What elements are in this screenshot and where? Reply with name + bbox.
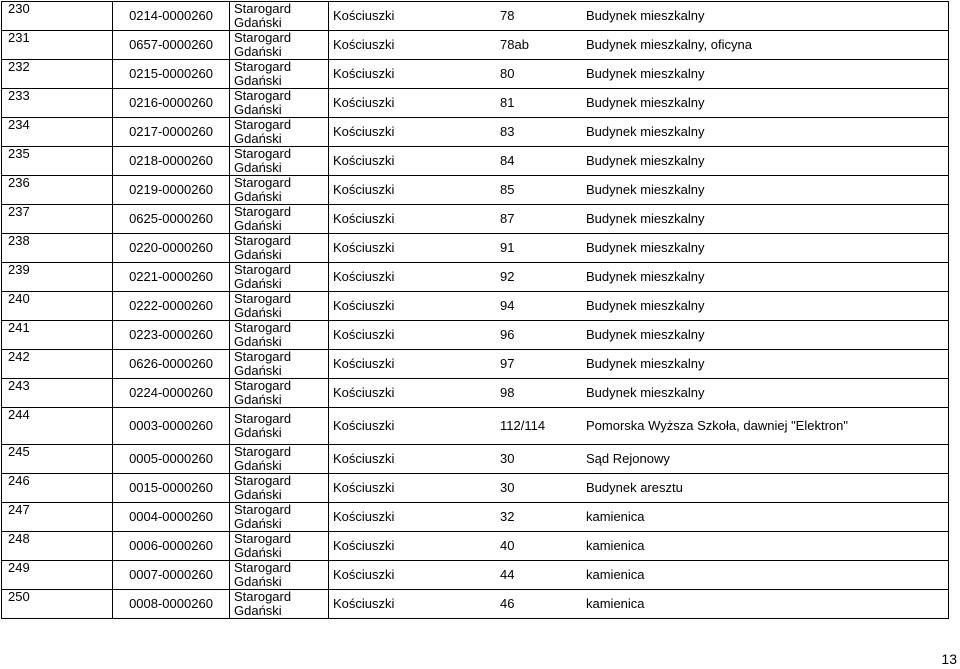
table-row	[2, 147, 949, 176]
street-name: Kościuszki	[333, 509, 395, 524]
table-row	[2, 292, 949, 321]
register-id: 0625-0000260	[113, 205, 230, 234]
street-name: Kościuszki	[333, 418, 395, 433]
house-number: 87	[500, 211, 515, 226]
object-description: Budynek mieszkalny, oficyna	[586, 37, 752, 52]
row-number: 241	[2, 321, 113, 350]
row-number: 248	[2, 532, 113, 561]
table-row	[2, 503, 949, 532]
table-row	[2, 321, 949, 350]
address-description-cell	[329, 503, 949, 532]
street-name: Kościuszki	[333, 211, 395, 226]
street-name: Kościuszki	[333, 327, 395, 342]
table-row	[2, 31, 949, 60]
object-description: kamienica	[586, 538, 645, 553]
address-description-cell	[329, 474, 949, 503]
register-id: 0217-0000260	[113, 118, 230, 147]
city-cell: Starogard Gdański	[230, 532, 329, 561]
table-row	[2, 89, 949, 118]
row-number: 245	[2, 445, 113, 474]
object-description: kamienica	[586, 567, 645, 582]
row-number: 234	[2, 118, 113, 147]
address-description-cell	[329, 292, 949, 321]
house-number: 112/114	[500, 418, 546, 433]
object-description: Budynek mieszkalny	[586, 66, 705, 81]
address-description-cell	[329, 118, 949, 147]
address-description-cell	[329, 176, 949, 205]
city-cell: Starogard Gdański	[230, 561, 329, 590]
object-description: Budynek mieszkalny	[586, 153, 705, 168]
table-row	[2, 379, 949, 408]
street-name: Kościuszki	[333, 240, 395, 255]
object-description: Budynek mieszkalny	[586, 385, 705, 400]
street-name: Kościuszki	[333, 153, 395, 168]
table-row	[2, 2, 949, 31]
row-number: 247	[2, 503, 113, 532]
house-number: 94	[500, 298, 515, 313]
row-number: 250	[2, 590, 113, 619]
register-id: 0222-0000260	[113, 292, 230, 321]
register-id: 0626-0000260	[113, 350, 230, 379]
street-name: Kościuszki	[333, 8, 395, 23]
table-row	[2, 445, 949, 474]
row-number: 246	[2, 474, 113, 503]
register-id: 0221-0000260	[113, 263, 230, 292]
house-number: 97	[500, 356, 515, 371]
register-id: 0004-0000260	[113, 503, 230, 532]
street-name: Kościuszki	[333, 451, 395, 466]
table-row	[2, 118, 949, 147]
city-cell: Starogard Gdański	[230, 176, 329, 205]
object-description: Budynek mieszkalny	[586, 8, 705, 23]
table-row	[2, 176, 949, 205]
address-description-cell	[329, 408, 949, 445]
object-description: Pomorska Wyższa Szkoła, dawniej "Elektron"	[586, 418, 848, 433]
address-description-cell	[329, 60, 949, 89]
register-id: 0223-0000260	[113, 321, 230, 350]
table-row	[2, 350, 949, 379]
city-cell: Starogard Gdański	[230, 2, 329, 31]
city-cell: Starogard Gdański	[230, 408, 329, 445]
table-row	[2, 263, 949, 292]
table-row	[2, 205, 949, 234]
address-description-cell	[329, 147, 949, 176]
street-name: Kościuszki	[333, 538, 395, 553]
table-body	[2, 2, 949, 619]
table-row	[2, 474, 949, 503]
register-id: 0219-0000260	[113, 176, 230, 205]
page-number: 13	[941, 651, 957, 667]
object-description: Budynek mieszkalny	[586, 240, 705, 255]
address-description-cell	[329, 561, 949, 590]
register-id: 0224-0000260	[113, 379, 230, 408]
street-name: Kościuszki	[333, 124, 395, 139]
row-number: 238	[2, 234, 113, 263]
table-row	[2, 561, 949, 590]
house-number: 85	[500, 182, 515, 197]
street-name: Kościuszki	[333, 182, 395, 197]
register-id: 0003-0000260	[113, 408, 230, 445]
city-cell: Starogard Gdański	[230, 379, 329, 408]
table-row	[2, 234, 949, 263]
register-id: 0657-0000260	[113, 31, 230, 60]
object-description: Budynek mieszkalny	[586, 95, 705, 110]
house-number: 78ab	[500, 37, 529, 52]
object-description: Budynek mieszkalny	[586, 298, 705, 313]
street-name: Kościuszki	[333, 66, 395, 81]
house-number: 32	[500, 509, 515, 524]
house-number: 83	[500, 124, 515, 139]
object-description: Budynek mieszkalny	[586, 124, 705, 139]
row-number: 232	[2, 60, 113, 89]
city-cell: Starogard Gdański	[230, 350, 329, 379]
city-cell: Starogard Gdański	[230, 147, 329, 176]
street-name: Kościuszki	[333, 356, 395, 371]
address-description-cell	[329, 321, 949, 350]
table-row	[2, 532, 949, 561]
house-number: 92	[500, 269, 515, 284]
register-id: 0216-0000260	[113, 89, 230, 118]
object-description: Budynek mieszkalny	[586, 356, 705, 371]
address-description-cell	[329, 379, 949, 408]
table-row	[2, 590, 949, 619]
address-description-cell	[329, 532, 949, 561]
row-number: 242	[2, 350, 113, 379]
register-id: 0005-0000260	[113, 445, 230, 474]
house-number: 30	[500, 480, 515, 495]
address-description-cell	[329, 445, 949, 474]
monument-register-table	[1, 1, 949, 619]
city-cell: Starogard Gdański	[230, 292, 329, 321]
city-cell: Starogard Gdański	[230, 118, 329, 147]
register-id: 0218-0000260	[113, 147, 230, 176]
house-number: 84	[500, 153, 515, 168]
city-cell: Starogard Gdański	[230, 234, 329, 263]
row-number: 244	[2, 408, 113, 445]
row-number: 235	[2, 147, 113, 176]
house-number: 98	[500, 385, 515, 400]
object-description: Budynek mieszkalny	[586, 211, 705, 226]
street-name: Kościuszki	[333, 37, 395, 52]
address-description-cell	[329, 89, 949, 118]
register-id: 0220-0000260	[113, 234, 230, 263]
address-description-cell	[329, 350, 949, 379]
address-description-cell	[329, 2, 949, 31]
city-cell: Starogard Gdański	[230, 445, 329, 474]
register-id: 0008-0000260	[113, 590, 230, 619]
register-id: 0006-0000260	[113, 532, 230, 561]
city-cell: Starogard Gdański	[230, 89, 329, 118]
city-cell: Starogard Gdański	[230, 31, 329, 60]
address-description-cell	[329, 205, 949, 234]
house-number: 30	[500, 451, 515, 466]
row-number: 240	[2, 292, 113, 321]
row-number: 239	[2, 263, 113, 292]
object-description: Sąd Rejonowy	[586, 451, 670, 466]
house-number: 91	[500, 240, 515, 255]
row-number: 233	[2, 89, 113, 118]
house-number: 78	[500, 8, 515, 23]
register-id: 0215-0000260	[113, 60, 230, 89]
register-id: 0214-0000260	[113, 2, 230, 31]
city-cell: Starogard Gdański	[230, 205, 329, 234]
street-name: Kościuszki	[333, 269, 395, 284]
object-description: Budynek aresztu	[586, 480, 683, 495]
row-number: 236	[2, 176, 113, 205]
row-number: 237	[2, 205, 113, 234]
house-number: 46	[500, 596, 515, 611]
street-name: Kościuszki	[333, 298, 395, 313]
house-number: 96	[500, 327, 515, 342]
table-row	[2, 60, 949, 89]
city-cell: Starogard Gdański	[230, 474, 329, 503]
register-id: 0007-0000260	[113, 561, 230, 590]
house-number: 40	[500, 538, 515, 553]
object-description: Budynek mieszkalny	[586, 269, 705, 284]
street-name: Kościuszki	[333, 95, 395, 110]
city-cell: Starogard Gdański	[230, 503, 329, 532]
address-description-cell	[329, 263, 949, 292]
street-name: Kościuszki	[333, 480, 395, 495]
object-description: kamienica	[586, 596, 645, 611]
address-description-cell	[329, 590, 949, 619]
city-cell: Starogard Gdański	[230, 590, 329, 619]
object-description: Budynek mieszkalny	[586, 327, 705, 342]
street-name: Kościuszki	[333, 596, 395, 611]
row-number: 231	[2, 31, 113, 60]
city-cell: Starogard Gdański	[230, 60, 329, 89]
register-id: 0015-0000260	[113, 474, 230, 503]
city-cell: Starogard Gdański	[230, 263, 329, 292]
house-number: 81	[500, 95, 515, 110]
house-number: 80	[500, 66, 515, 81]
table-row	[2, 408, 949, 445]
address-description-cell	[329, 234, 949, 263]
object-description: kamienica	[586, 509, 645, 524]
row-number: 243	[2, 379, 113, 408]
row-number: 230	[2, 2, 113, 31]
address-description-cell	[329, 31, 949, 60]
street-name: Kościuszki	[333, 567, 395, 582]
house-number: 44	[500, 567, 515, 582]
city-cell: Starogard Gdański	[230, 321, 329, 350]
row-number: 249	[2, 561, 113, 590]
object-description: Budynek mieszkalny	[586, 182, 705, 197]
street-name: Kościuszki	[333, 385, 395, 400]
